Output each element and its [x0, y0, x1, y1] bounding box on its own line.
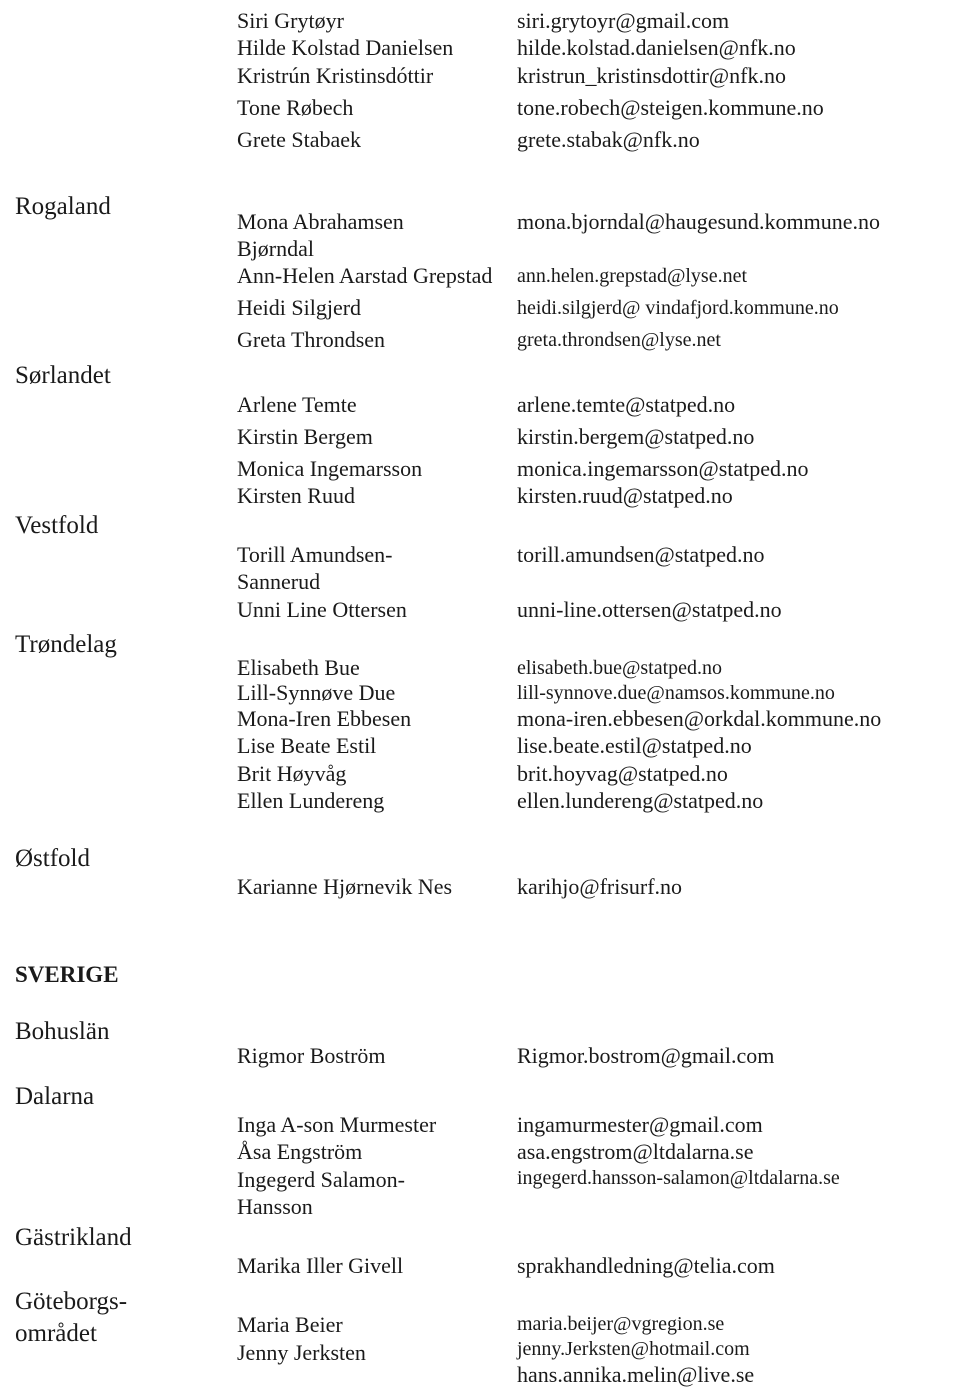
contact-email: arlene.temte@statped.no: [517, 392, 736, 417]
contact-name: Maria Beier: [237, 1312, 343, 1337]
contact-email: ingegerd.hansson-salamon@ltdalarna.se: [517, 1167, 840, 1189]
region-label-bohuslan: Bohuslän: [15, 1018, 110, 1045]
contact-email: brit.hoyvag@statped.no: [517, 761, 728, 786]
contact-name: Greta Throndsen: [237, 327, 386, 352]
contact-name: Lise Beate Estil: [237, 733, 377, 758]
contact-name: Brit Høyvåg: [237, 761, 347, 786]
contact-email: kristrun_kristinsdottir@nfk.no: [517, 63, 786, 88]
contact-name: Ann-Helen Aarstad Grepstad: [237, 263, 493, 288]
region-label-sorlandet: Sørlandet: [15, 362, 111, 389]
region-label-rogaland: Rogaland: [15, 193, 111, 220]
contact-email: kirstin.bergem@statped.no: [517, 424, 755, 449]
contact-name: Åsa Engström: [237, 1139, 363, 1164]
region-label-dalarna: Dalarna: [15, 1083, 95, 1110]
contact-name: Inga A-son Murmester: [237, 1112, 437, 1137]
contact-name: Siri Grytøyr: [237, 8, 344, 33]
contact-name: Lill-Synnøve Due: [237, 680, 396, 705]
contact-name: Rigmor Boström: [237, 1043, 386, 1068]
region-label-trondelag: Trøndelag: [15, 631, 117, 658]
contact-email: maria.beijer@vgregion.se: [517, 1313, 725, 1335]
contact-email: heidi.silgjerd@ vindafjord.kommune.no: [517, 297, 839, 319]
contact-name: Kristrún Kristinsdóttir: [237, 63, 434, 88]
contact-email: monica.ingemarsson@statped.no: [517, 456, 809, 481]
contact-name: Mona Abrahamsen: [237, 209, 404, 234]
contact-name: Kirsten Ruud: [237, 483, 355, 508]
contact-email: karihjo@frisurf.no: [517, 874, 683, 899]
contact-email: tone.robech@steigen.kommune.no: [517, 95, 824, 120]
contact-email: unni-line.ottersen@statped.no: [517, 597, 782, 622]
contact-name: Arlene Temte: [237, 392, 357, 417]
contact-email: ellen.lundereng@statped.no: [517, 788, 764, 813]
contact-email: hans.annika.melin@live.se: [517, 1362, 755, 1387]
region-label-goteborg-line2: området: [15, 1320, 97, 1347]
contact-email: jenny.Jerksten@hotmail.com: [517, 1338, 750, 1360]
contact-email: lise.beate.estil@statped.no: [517, 733, 752, 758]
contact-email: sprakhandledning@telia.com: [517, 1253, 775, 1278]
region-label-vestfold: Vestfold: [15, 512, 99, 539]
contact-name: Heidi Silgjerd: [237, 295, 362, 320]
region-label-ostfold: Østfold: [15, 845, 90, 872]
region-label-goteborg-line1: Göteborgs-: [15, 1288, 128, 1315]
contact-email: grete.stabak@nfk.no: [517, 127, 700, 152]
contact-email: hilde.kolstad.danielsen@nfk.no: [517, 35, 796, 60]
contact-name: Hilde Kolstad Danielsen: [237, 35, 454, 60]
contact-name-continuation: Hansson: [237, 1194, 313, 1219]
contact-name: Ingegerd Salamon-: [237, 1167, 405, 1192]
contact-email: elisabeth.bue@statped.no: [517, 657, 723, 679]
contact-name: Elisabeth Bue: [237, 655, 360, 680]
contact-email: mona.bjorndal@haugesund.kommune.no: [517, 209, 881, 234]
contact-name: Tone Røbech: [237, 95, 354, 120]
contact-email: ingamurmester@gmail.com: [517, 1112, 763, 1137]
contact-name: Kirstin Bergem: [237, 424, 373, 449]
contact-email: greta.throndsen@lyse.net: [517, 329, 721, 351]
contact-name: Monica Ingemarsson: [237, 456, 423, 481]
contact-name: Karianne Hjørnevik Nes: [237, 874, 453, 899]
contact-name: Mona-Iren Ebbesen: [237, 706, 412, 731]
contact-name: Jenny Jerksten: [237, 1340, 366, 1365]
contact-name: Grete Stabaek: [237, 127, 361, 152]
contact-email: siri.grytoyr@gmail.com: [517, 8, 730, 33]
contact-name: Ellen Lundereng: [237, 788, 385, 813]
contact-name: Marika Iller Givell: [237, 1253, 404, 1278]
contact-email: mona-iren.ebbesen@orkdal.kommune.no: [517, 706, 882, 731]
contact-email: torill.amundsen@statped.no: [517, 542, 765, 567]
contact-email: Rigmor.bostrom@gmail.com: [517, 1043, 775, 1068]
contact-name-continuation: Bjørndal: [237, 236, 314, 261]
contact-email: ann.helen.grepstad@lyse.net: [517, 265, 748, 287]
contact-name-continuation: Sannerud: [237, 569, 321, 594]
section-heading-sverige: SVERIGE: [15, 962, 119, 987]
contact-email: asa.engstrom@ltdalarna.se: [517, 1139, 754, 1164]
contact-email: lill-synnove.due@namsos.kommune.no: [517, 682, 835, 704]
contact-name: Torill Amundsen-: [237, 542, 393, 567]
contact-name: Unni Line Ottersen: [237, 597, 407, 622]
region-label-gastrikland: Gästrikland: [15, 1224, 132, 1251]
contact-email: kirsten.ruud@statped.no: [517, 483, 733, 508]
